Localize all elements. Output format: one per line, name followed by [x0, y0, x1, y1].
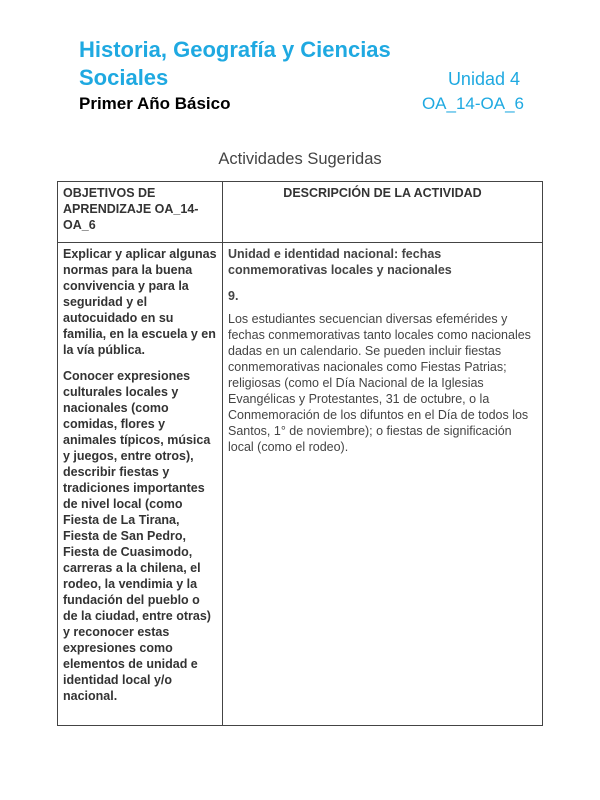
title-row	[79, 64, 524, 93]
objective-item: Explicar y aplicar algunas normas para la buena convivencia y para la seguridad y el autocuidado en su familia, en la escuela y en la vía pública.	[63, 247, 217, 357]
grade-subtitle: Primer Año Básico	[79, 94, 231, 113]
activity-number: 9.	[228, 289, 239, 303]
document-header	[79, 36, 524, 115]
activity-title: Unidad e identidad nacional: fechas conmemorativas locales y nacionales	[228, 247, 452, 277]
activity-cell	[223, 243, 543, 726]
activities-table	[57, 181, 543, 726]
table-header-row	[58, 182, 543, 243]
document-title-line2: Sociales	[79, 65, 169, 90]
section-title: Actividades Sugeridas	[218, 150, 382, 168]
subtitle-row	[79, 93, 524, 115]
objectives-column-header: OBJETIVOS DE APRENDIZAJE OA_14-OA_6	[58, 182, 223, 243]
objective-code: OA_14-OA_6	[421, 94, 524, 113]
activity-description: Los estudiantes secuencian diversas efemérides y fechas conmemorativas tanto locales como nacionales dadas en un calendario. Se pueden incluir fiestas conmemorativas nacionales como Fiestas Patrias; religiosas (como el Día Nacional de la Iglesias Evangélicas y Protestantes, 31 de octubre, o la Conmemoración de los difuntos en el Día de todos los Santos, 1° de noviembre); o fiestas de significación local (como el rodeo).	[228, 312, 531, 454]
unit-label: Unidad 4	[447, 69, 520, 89]
description-column-header: DESCRIPCIÓN DE LA ACTIVIDAD	[223, 182, 543, 243]
objectives-cell	[58, 243, 223, 726]
table-row	[58, 243, 543, 726]
objective-item: Conocer expresiones culturales locales y nacionales (como comidas, flores y animales típicos, música y juegos, entre otros), describir fiestas y tradiciones importantes de nivel local (como Fiesta de La Tirana, Fiesta de San Pedro, Fiesta de Cuasimodo, carreras a la chilena, el rodeo, la vendimia y la fundación del pueblo o de la ciudad, entre otras) y reconocer estas expresiones como elementos de unidad e identidad local y/o nacional.	[63, 369, 211, 703]
document-title-line1: Historia, Geografía y Ciencias	[79, 37, 391, 62]
